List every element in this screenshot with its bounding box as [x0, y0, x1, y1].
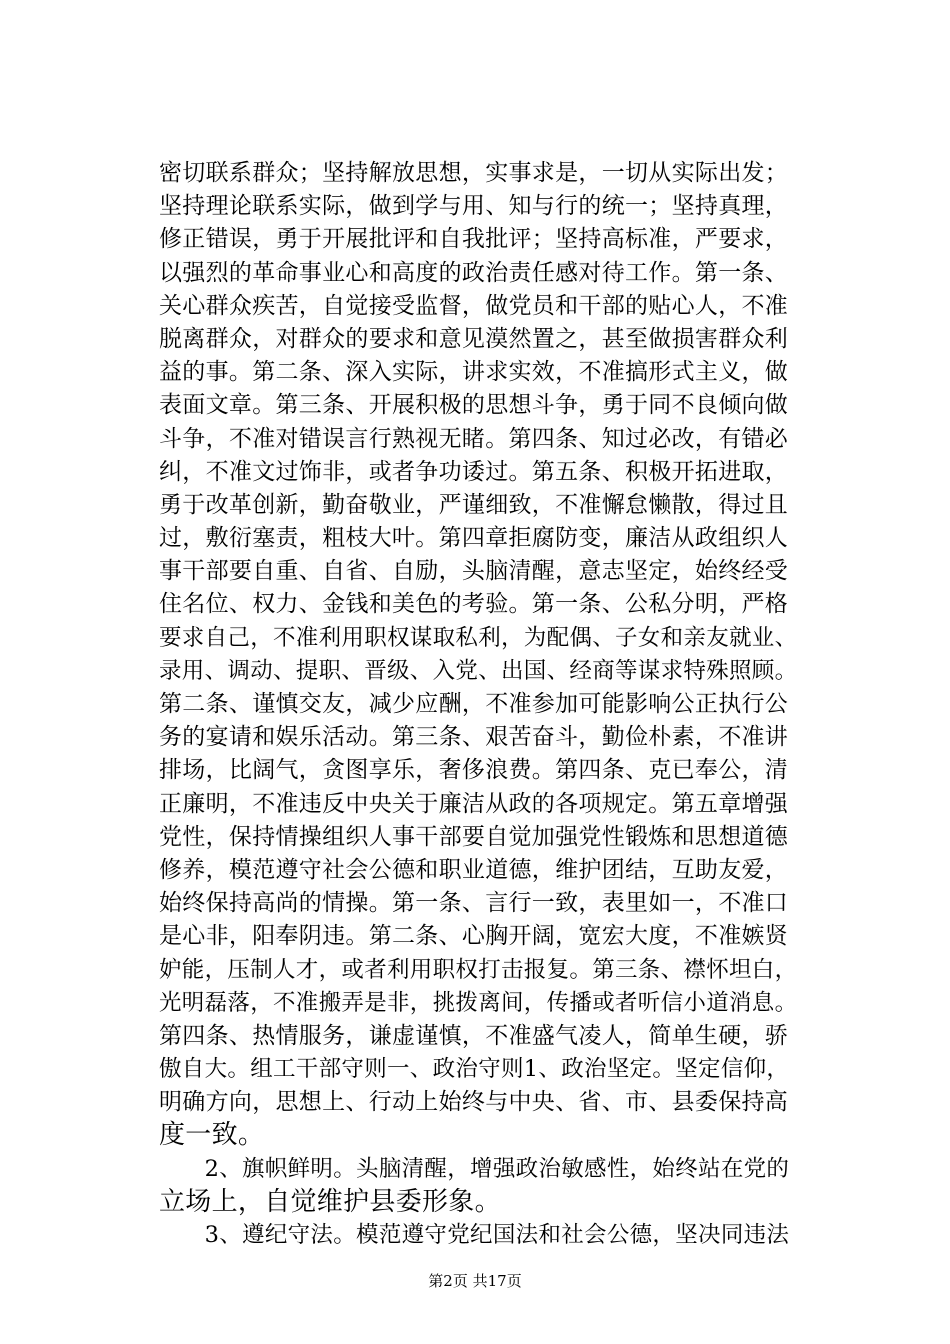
text-line: 傲自大。组工干部守则一、政治守则1、政治坚定。坚定信仰，: [159, 1056, 790, 1083]
text-line: 关心群众疾苦，自觉接受监督，做党员和干部的贴心人，不准: [159, 292, 789, 319]
text-line: 度一致。: [159, 1120, 265, 1151]
text-line: 脱离群众，对群众的要求和意见漠然置之，甚至做损害群众利: [159, 325, 789, 352]
text-line: 始终保持高尚的情操。第一条、言行一致，表里如一，不准口: [159, 890, 789, 917]
text-line: 3、遵纪守法。模范遵守党纪国法和社会公德，坚决同违法: [159, 1222, 790, 1248]
body-text: [159, 157, 799, 1252]
text-line: 立场上，自觉维护县委形象。: [159, 1186, 501, 1217]
text-line: 要求自己，不准利用职权谋取私利，为配偶、子女和亲友就业、: [159, 624, 798, 651]
text-line: 是心非，阳奉阴违。第二条、心胸开阔，宽宏大度，不准嫉贤: [159, 923, 789, 950]
text-line: 正廉明，不准违反中央关于廉洁从政的各项规定。第五章增强: [159, 790, 789, 817]
text-line: 事干部要自重、自省、自励，头脑清醒，意志坚定，始终经受: [159, 558, 789, 585]
text-line: 务的宴请和娱乐活动。第三条、艰苦奋斗，勤俭朴素，不准讲: [159, 724, 789, 751]
page-number-footer: 第2页 共17页: [428, 1272, 522, 1290]
text-line: 修正错误，勇于开展批评和自我批评；坚持高标准，严要求，: [159, 226, 789, 253]
text-line: 第四条、热情服务，谦虚谨慎，不准盛气凌人，简单生硬，骄: [159, 1022, 789, 1049]
text-line: 益的事。第二条、深入实际，讲求实效，不准搞形式主义，做: [159, 359, 789, 386]
text-line: 勇于改革创新，勤奋敬业，严谨细致，不准懈怠懒散，得过且: [159, 491, 789, 518]
text-line: 录用、调动、提职、晋级、入党、出国、经商等谋求特殊照顾。: [159, 657, 798, 684]
text-line: 第二条、谨慎交友，减少应酬，不准参加可能影响公正执行公: [159, 691, 789, 717]
text-line: 坚持理论联系实际，做到学与用、知与行的统一；坚持真理，: [159, 193, 789, 220]
text-line: 2、旗帜鲜明。头脑清醒，增强政治敏感性，始终站在党的: [159, 1155, 790, 1182]
text-line: 住名位、权力、金钱和美色的考验。第一条、公私分明，严格: [159, 591, 789, 618]
text-line: 以强烈的革命事业心和高度的政治责任感对待工作。第一条、: [159, 259, 789, 286]
text-line: 排场，比阔气，贪图享乐，奢侈浪费。第四条、克已奉公，清: [159, 757, 789, 784]
text-line: 过，敷衍塞责，粗枝大叶。第四章拒腐防变，廉洁从政组织人: [159, 525, 789, 552]
text-line: 表面文章。第三条、开展积极的思想斗争，勇于同不良倾向做: [159, 392, 789, 419]
text-line: 修养，模范遵守社会公德和职业道德，维护团结，互助友爱，: [159, 856, 789, 883]
text-line: 妒能，压制人才，或者利用职权打击报复。第三条、襟怀坦白，: [159, 956, 798, 983]
text-line: 斗争，不准对错误言行熟视无睹。第四条、知过必改，有错必: [159, 425, 789, 452]
text-line: 明确方向，思想上、行动上始终与中央、省、市、县委保持高: [159, 1089, 789, 1116]
text-line: 党性，保持情操组织人事干部要自觉加强党性锻炼和思想道德: [159, 823, 789, 850]
text-line: 密切联系群众；坚持解放思想，实事求是，一切从实际出发；: [159, 160, 789, 186]
text-line: 纠，不准文过饰非，或者争功诿过。第五条、积极开拓进取，: [159, 458, 789, 485]
text-line: 光明磊落，不准搬弄是非，挑拨离间，传播或者听信小道消息。: [159, 989, 798, 1016]
